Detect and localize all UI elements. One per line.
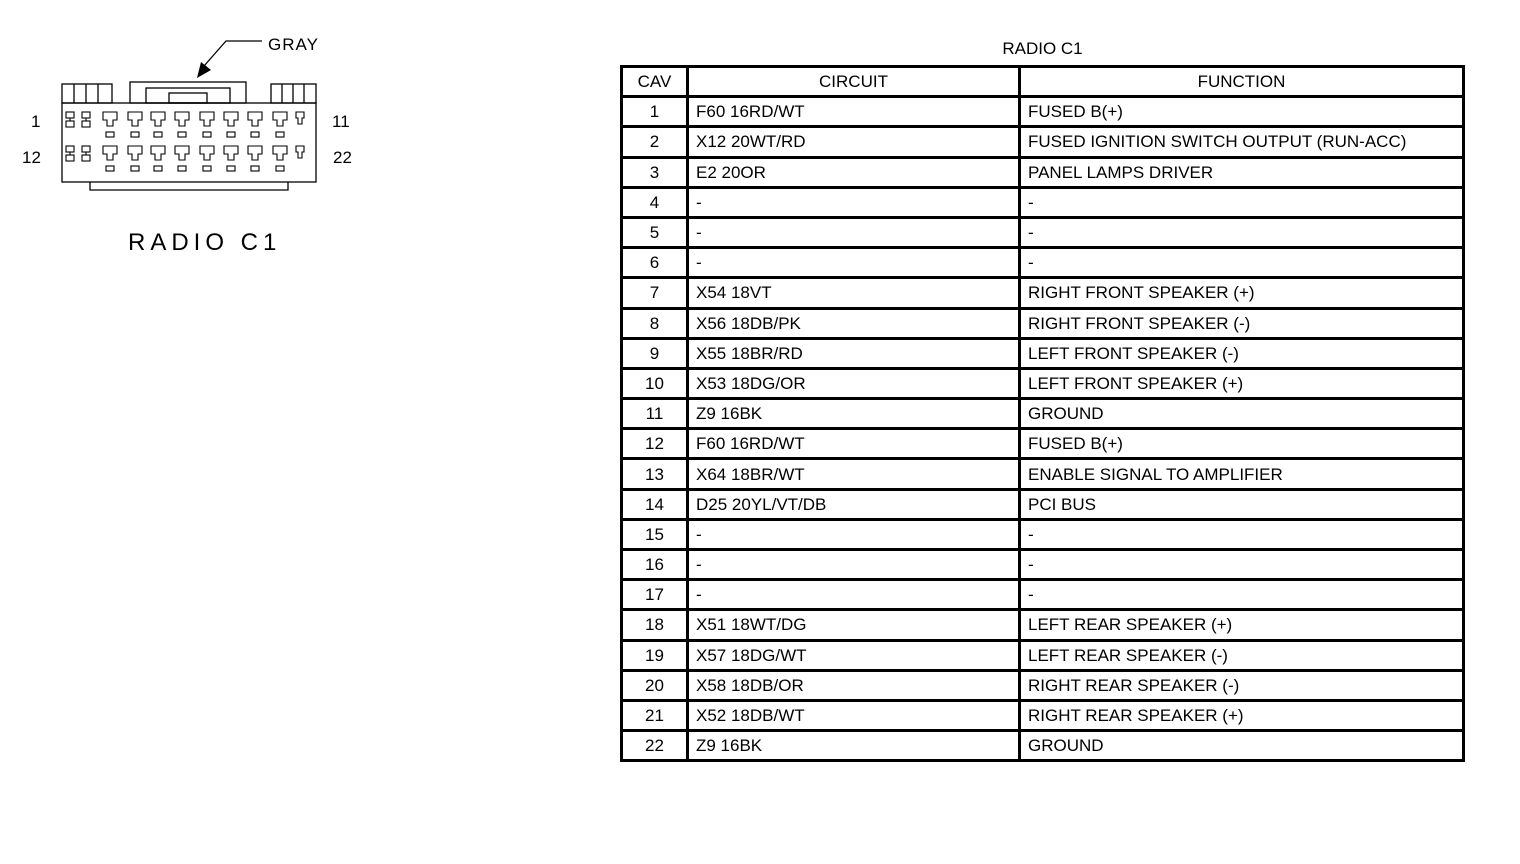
header-cav: CAV (622, 67, 688, 97)
function-cell: FUSED IGNITION SWITCH OUTPUT (RUN-ACC) (1020, 127, 1464, 157)
function-cell: RIGHT REAR SPEAKER (+) (1020, 700, 1464, 730)
table-row (622, 429, 1464, 459)
table-header-row (622, 67, 1464, 97)
cav-cell: 5 (622, 217, 688, 247)
circuit-cell: X51 18WT/DG (688, 610, 1020, 640)
cav-cell: 1 (622, 97, 688, 127)
circuit-cell: - (688, 217, 1020, 247)
function-cell: - (1020, 580, 1464, 610)
table-row (622, 670, 1464, 700)
function-cell: LEFT FRONT SPEAKER (-) (1020, 338, 1464, 368)
circuit-cell: X53 18DG/OR (688, 368, 1020, 398)
cav-cell: 11 (622, 399, 688, 429)
cav-cell: 15 (622, 519, 688, 549)
function-cell: PANEL LAMPS DRIVER (1020, 157, 1464, 187)
table-row (622, 368, 1464, 398)
table-row (622, 700, 1464, 730)
circuit-cell: - (688, 187, 1020, 217)
table-row (622, 338, 1464, 368)
connector-color-label: GRAY (268, 35, 319, 54)
table-row (622, 278, 1464, 308)
table-row (622, 127, 1464, 157)
connector-name: RADIO C1 (128, 229, 282, 256)
function-cell: RIGHT REAR SPEAKER (-) (1020, 670, 1464, 700)
circuit-cell: - (688, 550, 1020, 580)
circuit-cell: E2 20OR (688, 157, 1020, 187)
pin-label-11: 11 (332, 112, 350, 131)
circuit-cell: X55 18BR/RD (688, 338, 1020, 368)
table-row (622, 187, 1464, 217)
circuit-cell: Z9 16BK (688, 731, 1020, 761)
pin-label-12: 12 (22, 148, 41, 167)
table-row (622, 97, 1464, 127)
circuit-cell: X58 18DB/OR (688, 670, 1020, 700)
circuit-cell: X64 18BR/WT (688, 459, 1020, 489)
table-row (622, 489, 1464, 519)
function-cell: FUSED B(+) (1020, 97, 1464, 127)
table-row (622, 399, 1464, 429)
pin-label-1: 1 (31, 112, 41, 131)
cav-cell: 7 (622, 278, 688, 308)
function-cell: LEFT REAR SPEAKER (-) (1020, 640, 1464, 670)
function-cell: - (1020, 217, 1464, 247)
pinout-table-body (622, 97, 1464, 761)
circuit-cell: F60 16RD/WT (688, 429, 1020, 459)
pinout-table (620, 65, 1465, 762)
table-row (622, 519, 1464, 549)
function-cell: - (1020, 550, 1464, 580)
circuit-cell: F60 16RD/WT (688, 97, 1020, 127)
table-row (622, 308, 1464, 338)
circuit-cell: - (688, 580, 1020, 610)
circuit-cell: - (688, 519, 1020, 549)
circuit-cell: X12 20WT/RD (688, 127, 1020, 157)
circuit-cell: X56 18DB/PK (688, 308, 1020, 338)
function-cell: - (1020, 519, 1464, 549)
circuit-cell: X57 18DG/WT (688, 640, 1020, 670)
table-row (622, 157, 1464, 187)
cav-cell: 10 (622, 368, 688, 398)
cav-cell: 13 (622, 459, 688, 489)
cav-cell: 20 (622, 670, 688, 700)
pin-label-22: 22 (333, 148, 352, 167)
function-cell: - (1020, 248, 1464, 278)
header-function: FUNCTION (1020, 67, 1464, 97)
function-cell: LEFT REAR SPEAKER (+) (1020, 610, 1464, 640)
function-cell: GROUND (1020, 731, 1464, 761)
cav-cell: 14 (622, 489, 688, 519)
function-cell: RIGHT FRONT SPEAKER (-) (1020, 308, 1464, 338)
cav-cell: 18 (622, 610, 688, 640)
cav-cell: 3 (622, 157, 688, 187)
cav-cell: 19 (622, 640, 688, 670)
function-cell: ENABLE SIGNAL TO AMPLIFIER (1020, 459, 1464, 489)
table-row (622, 550, 1464, 580)
table-title: RADIO C1 (1002, 39, 1083, 58)
table-row (622, 731, 1464, 761)
table-row (622, 610, 1464, 640)
circuit-cell: D25 20YL/VT/DB (688, 489, 1020, 519)
function-cell: LEFT FRONT SPEAKER (+) (1020, 368, 1464, 398)
table-row (622, 580, 1464, 610)
cav-cell: 9 (622, 338, 688, 368)
circuit-cell: Z9 16BK (688, 399, 1020, 429)
cav-cell: 12 (622, 429, 688, 459)
header-circuit: CIRCUIT (688, 67, 1020, 97)
table-row (622, 248, 1464, 278)
cav-cell: 4 (622, 187, 688, 217)
table-row (622, 217, 1464, 247)
cav-cell: 17 (622, 580, 688, 610)
table-row (622, 459, 1464, 489)
cav-cell: 16 (622, 550, 688, 580)
cav-cell: 8 (622, 308, 688, 338)
function-cell: FUSED B(+) (1020, 429, 1464, 459)
cav-cell: 21 (622, 700, 688, 730)
connector-diagram (0, 0, 520, 300)
circuit-cell: - (688, 248, 1020, 278)
cav-cell: 6 (622, 248, 688, 278)
cav-cell: 22 (622, 731, 688, 761)
function-cell: - (1020, 187, 1464, 217)
function-cell: PCI BUS (1020, 489, 1464, 519)
circuit-cell: X52 18DB/WT (688, 700, 1020, 730)
cav-cell: 2 (622, 127, 688, 157)
circuit-cell: X54 18VT (688, 278, 1020, 308)
function-cell: GROUND (1020, 399, 1464, 429)
table-row (622, 640, 1464, 670)
function-cell: RIGHT FRONT SPEAKER (+) (1020, 278, 1464, 308)
